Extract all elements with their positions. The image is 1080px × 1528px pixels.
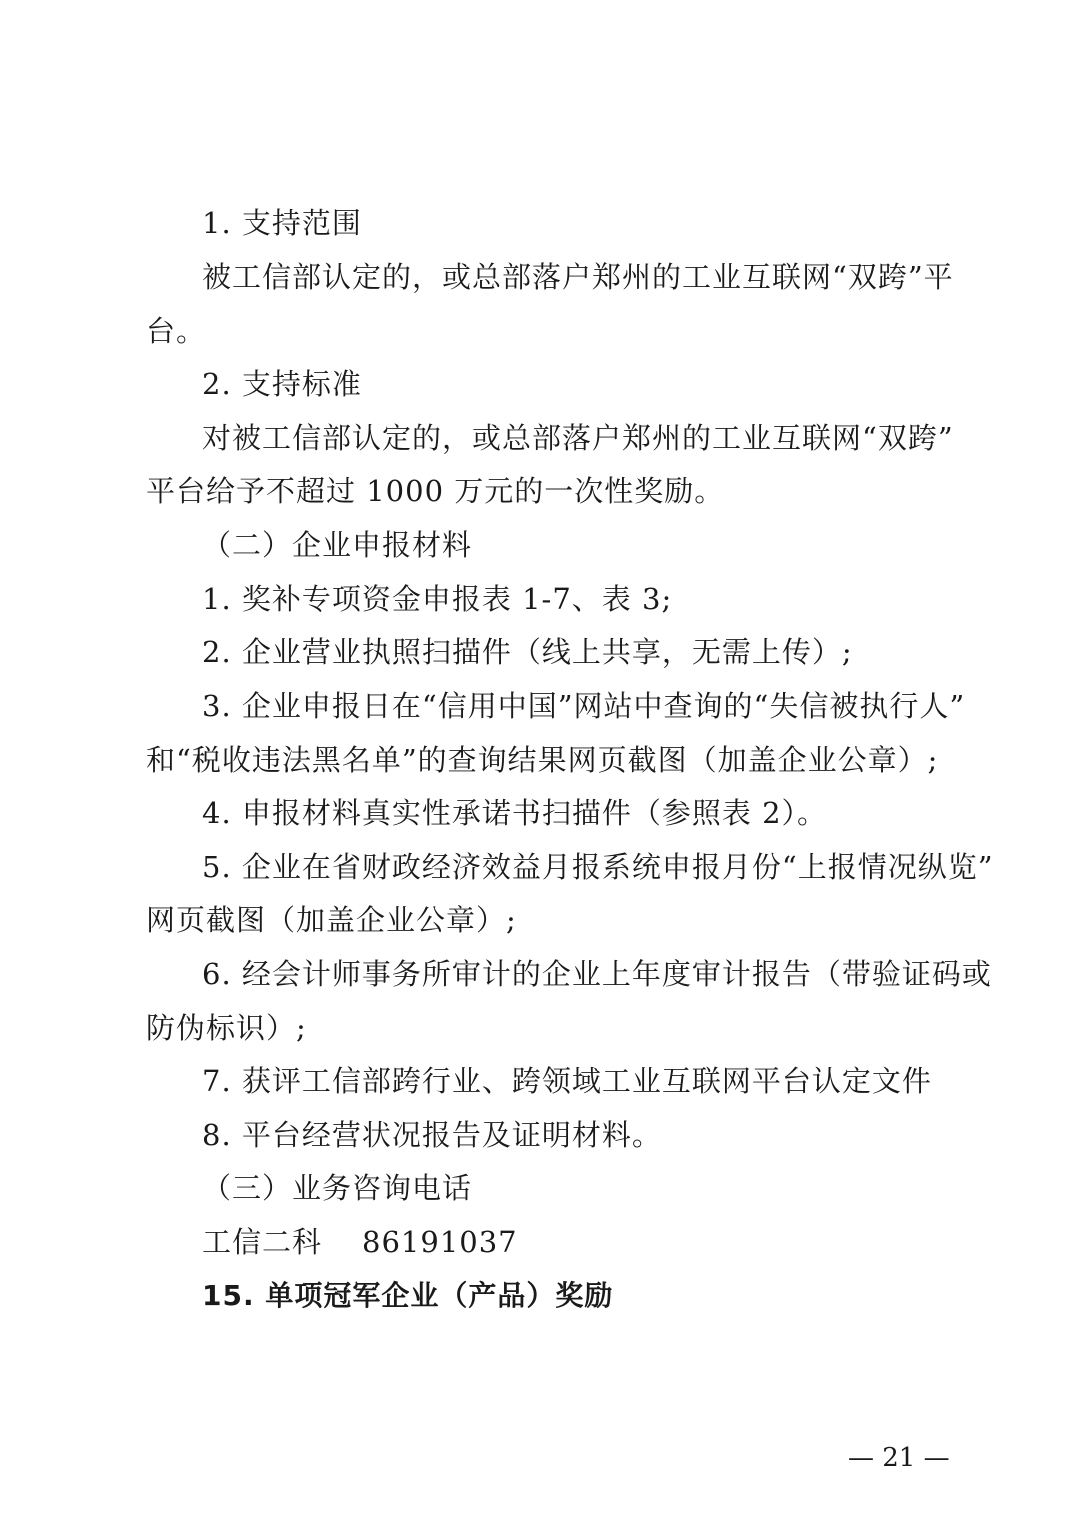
materials-item-5-line-1: 5. 企业在省财政经济效益月报系统申报月份“上报情况纵览” [202,850,994,884]
standard-text-line-2: 平台给予不超过 1000 万元的一次性奖励。 [146,474,725,508]
materials-item-5-line-2: 网页截图（加盖企业公章）; [146,903,517,937]
standard-heading: 2. 支持标准 [202,367,362,401]
materials-item-6-line-2: 防伪标识）; [146,1011,307,1045]
materials-item-3-line-2: 和“税收违法黑名单”的查询结果网页截图（加盖企业公章）; [146,743,939,777]
next-section-title: 15. 单项冠军企业（产品）奖励 [202,1279,614,1312]
consult-phone: 86191037 [362,1225,518,1259]
materials-item-4: 4. 申报材料真实性承诺书扫描件（参照表 2）。 [202,796,828,830]
consult-line [202,1222,518,1262]
standard-text-line-1: 对被工信部认定的，或总部落户郑州的工业互联网“双跨” [202,421,954,455]
scope-text-line-2: 台。 [146,314,207,348]
materials-item-8: 8. 平台经营状况报告及证明材料。 [202,1118,662,1152]
page-number: — 21 — [848,1443,950,1473]
scope-heading: 1. 支持范围 [202,206,362,240]
scope-text-line-1: 被工信部认定的，或总部落户郑州的工业互联网“双跨”平 [202,260,954,294]
materials-item-3-line-1: 3. 企业申报日在“信用中国”网站中查询的“失信被执行人” [202,689,966,723]
materials-item-1: 1. 奖补专项资金申报表 1-7、表 3; [202,582,673,616]
materials-item-7: 7. 获评工信部跨行业、跨领域工业互联网平台认定文件 [202,1064,932,1098]
materials-heading: （二）企业申报材料 [202,528,473,562]
materials-item-6-line-1: 6. 经会计师事务所审计的企业上年度审计报告（带验证码或 [202,957,992,991]
materials-item-2: 2. 企业营业执照扫描件（线上共享，无需上传）; [202,635,853,669]
consult-heading: （三）业务咨询电话 [202,1171,473,1205]
consult-department: 工信二科 [202,1225,323,1259]
